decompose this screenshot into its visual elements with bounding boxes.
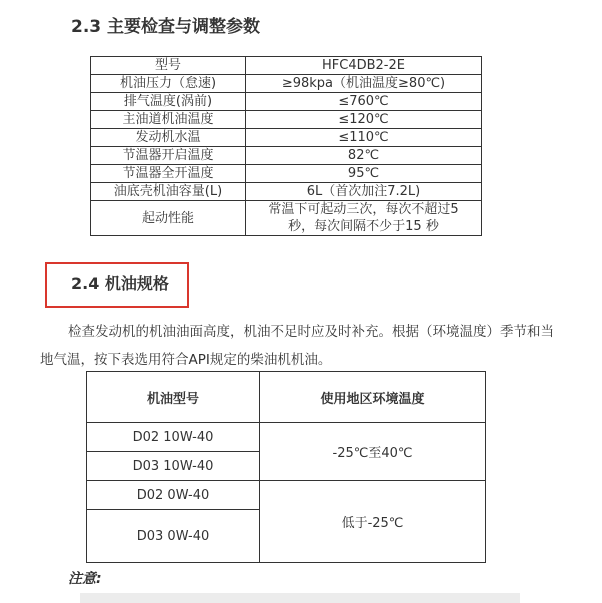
- header-oil-model: 机油型号: [87, 372, 260, 423]
- param-value: ≥98kpa（机油温度≥80℃): [246, 75, 482, 93]
- body-paragraph: 检查发动机的机油油面高度，机油不足时应及时补充。根据（环境温度）季节和当地气温，按下表选用符合API规定的柴油机机油。: [40, 324, 554, 368]
- table-row: [91, 183, 482, 201]
- param-name: 起动性能: [91, 201, 246, 236]
- param-name: 机油压力（怠速): [91, 75, 246, 93]
- table-row: [91, 75, 482, 93]
- table-header-row: [87, 372, 486, 423]
- table-row: [87, 423, 486, 452]
- header-ambient-temp: 使用地区环境温度: [260, 372, 486, 423]
- table-row: [87, 481, 486, 510]
- note-label: 注意:: [68, 571, 102, 587]
- param-value: 82℃: [246, 147, 482, 165]
- param-value: ≤760℃: [246, 93, 482, 111]
- param-value: HFC4DB2-2E: [246, 57, 482, 75]
- oil-model: D02 10W-40: [87, 423, 260, 452]
- oil-model: D03 0W-40: [87, 510, 260, 563]
- param-name: 型号: [91, 57, 246, 75]
- table-row: [91, 111, 482, 129]
- table-row: [91, 129, 482, 147]
- table-row: [91, 57, 482, 75]
- parameters-table: [90, 56, 482, 236]
- table-row: [91, 93, 482, 111]
- param-value: 6L（首次加注7.2L): [246, 183, 482, 201]
- section-title-2-3: 2.3 主要检查与调整参数: [71, 17, 261, 37]
- param-name: 节温器全开温度: [91, 165, 246, 183]
- start-value-line-1: 常温下可起动三次，每次不超过5: [268, 202, 459, 217]
- oil-temp: 低于-25℃: [260, 481, 486, 563]
- table-row: [91, 147, 482, 165]
- param-value: [246, 201, 482, 236]
- param-name: 排气温度(涡前): [91, 93, 246, 111]
- table-row: [91, 165, 482, 183]
- start-value-line-2: 秒，每次间隔不少于15 秒: [288, 219, 439, 234]
- oil-model: D03 10W-40: [87, 452, 260, 481]
- section-title-2-4: 2.4 机油规格: [71, 274, 169, 293]
- table-row: [91, 201, 482, 236]
- param-name: 主油道机油温度: [91, 111, 246, 129]
- param-value: ≤110℃: [246, 129, 482, 147]
- param-value: 95℃: [246, 165, 482, 183]
- param-name: 节温器开启温度: [91, 147, 246, 165]
- cut-off-text-line: [80, 593, 520, 603]
- oil-model: D02 0W-40: [87, 481, 260, 510]
- oil-temp: -25℃至40℃: [260, 423, 486, 481]
- oil-spec-table: [86, 371, 486, 563]
- param-name: 发动机水温: [91, 129, 246, 147]
- param-value: ≤120℃: [246, 111, 482, 129]
- param-name: 油底壳机油容量(L): [91, 183, 246, 201]
